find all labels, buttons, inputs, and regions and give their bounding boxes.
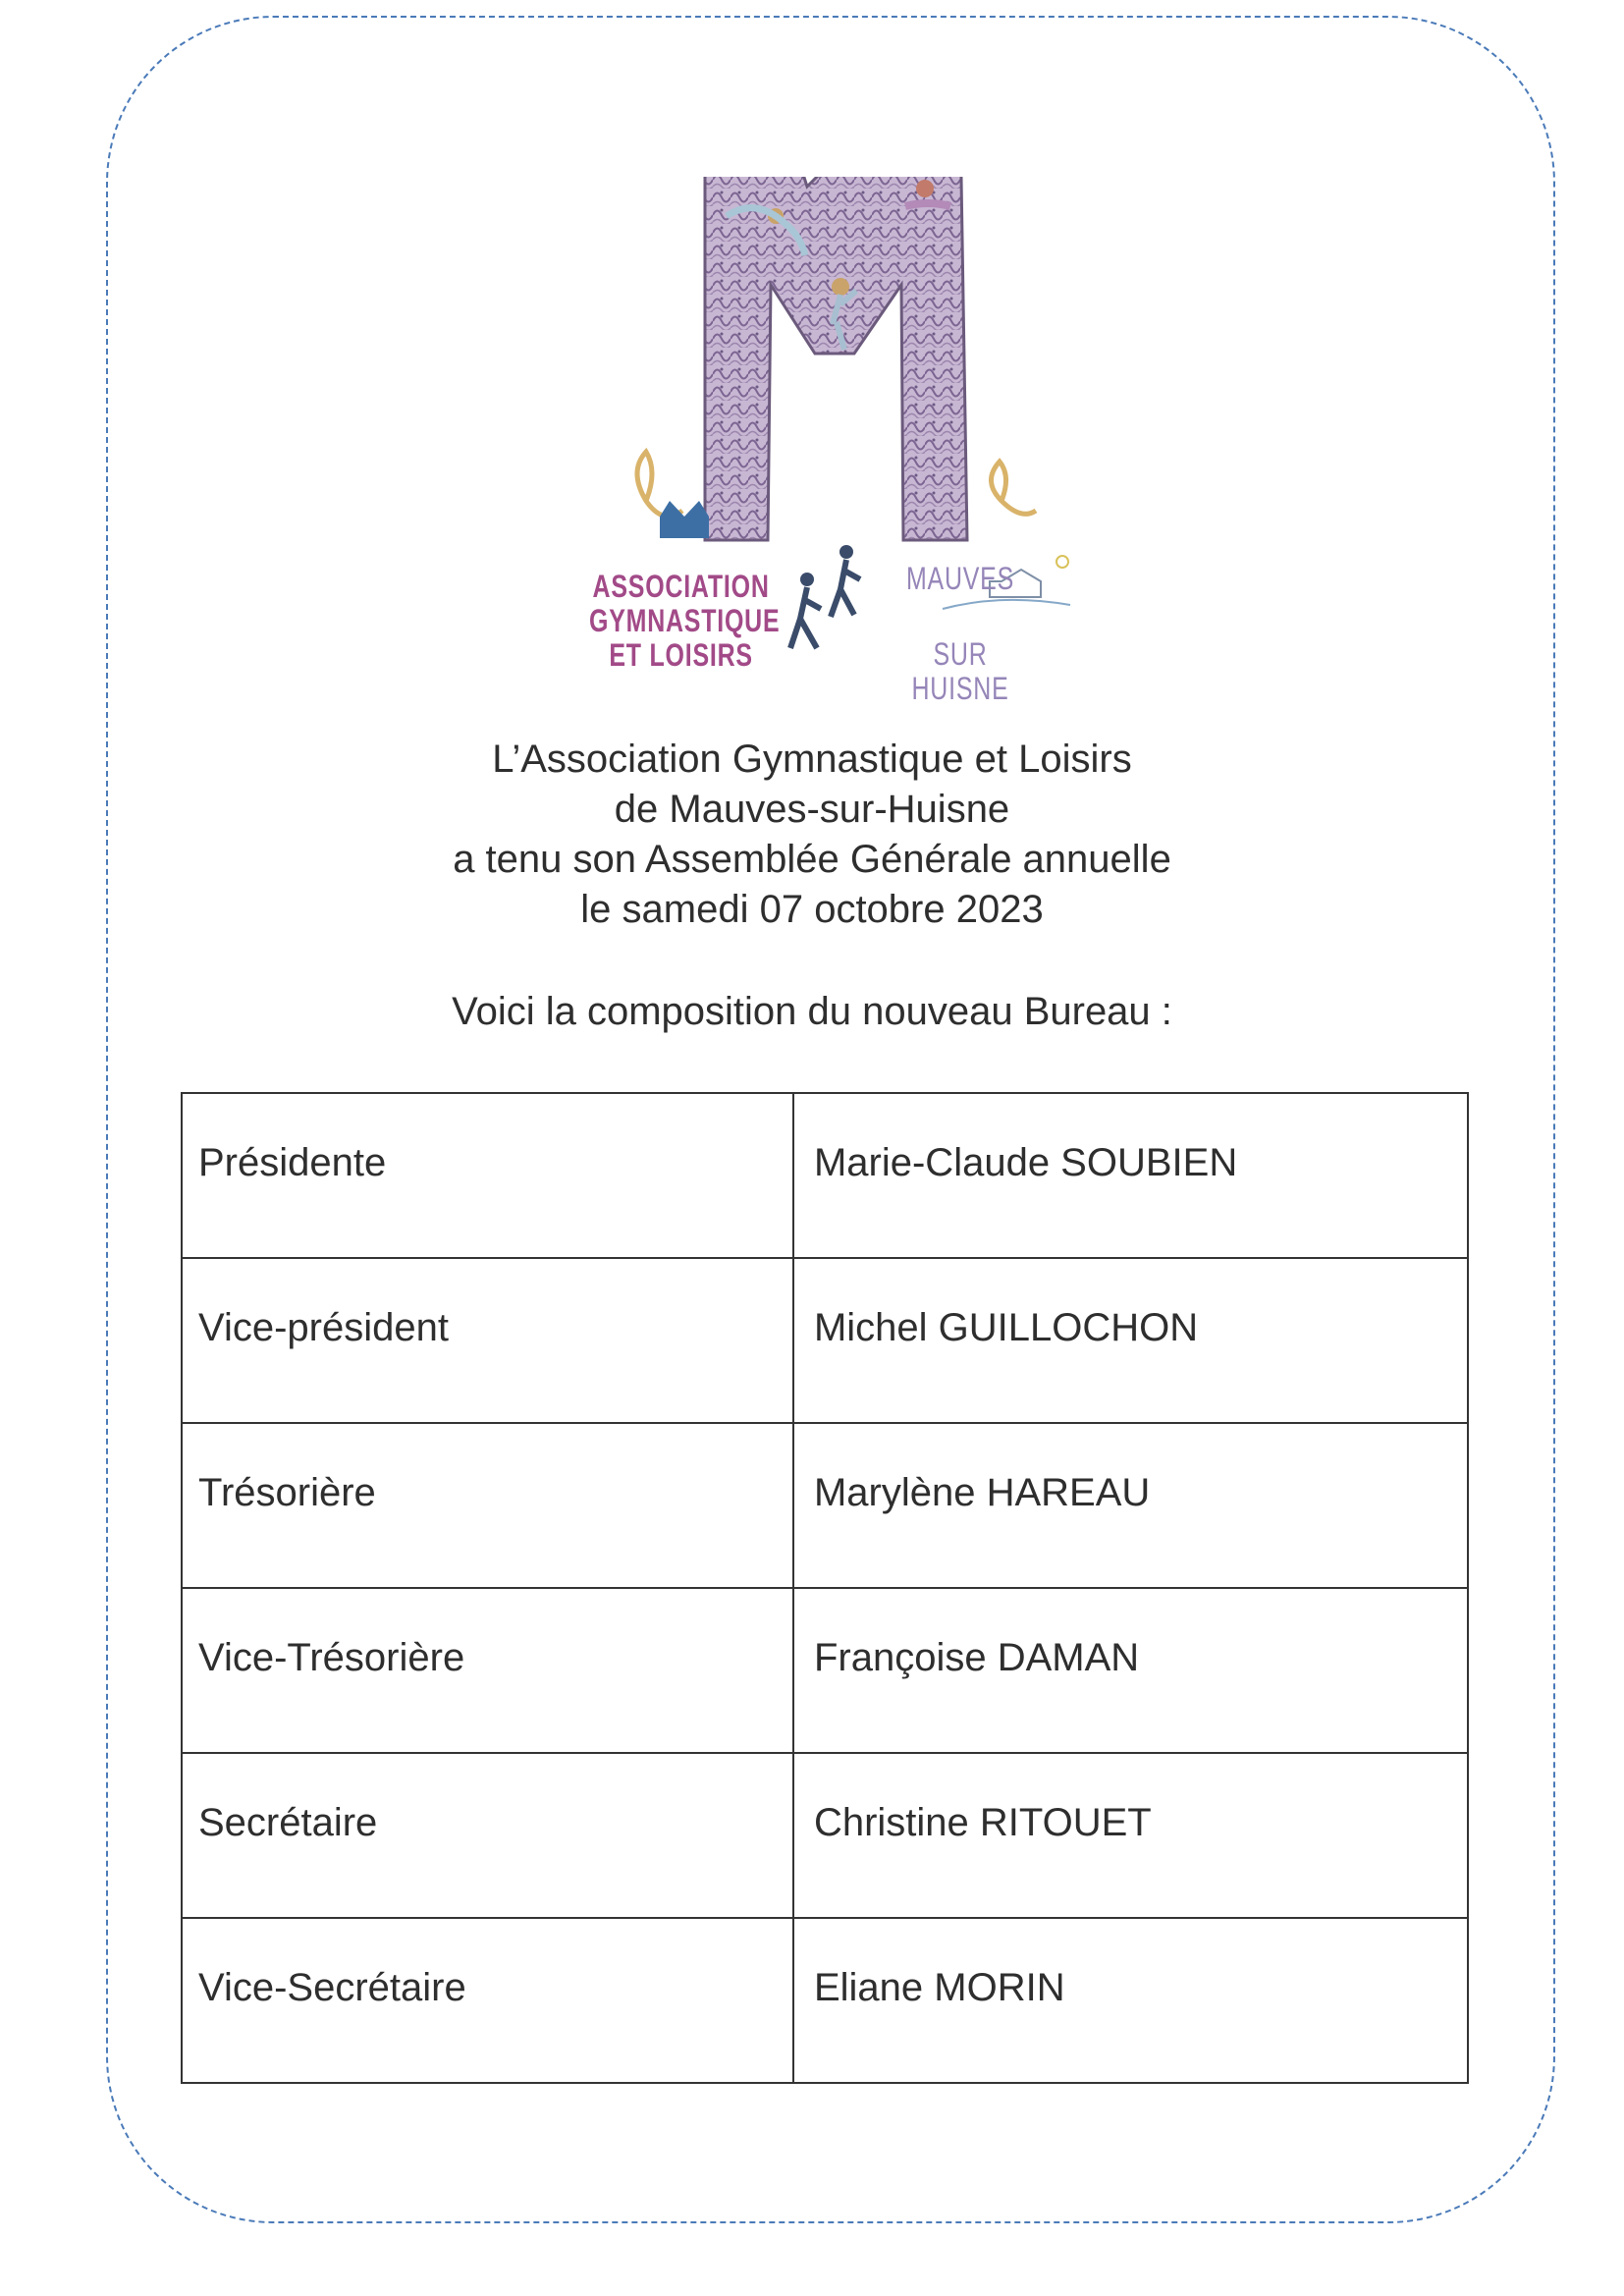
name-cell: Michel GUILLOCHON [793, 1258, 1468, 1423]
logo-location [884, 562, 1037, 707]
intro-line: a tenu son Assemblée Générale annuelle [453, 838, 1171, 881]
intro-line: le samedi 07 octobre 2023 [580, 888, 1044, 931]
role-cell: Secrétaire [182, 1753, 793, 1918]
intro-line: de Mauves-sur-Huisne [614, 788, 1010, 831]
name-cell: Françoise DAMAN [793, 1588, 1468, 1753]
role-cell: Présidente [182, 1093, 793, 1258]
composition-label: Voici la composition du nouveau Bureau : [452, 990, 1172, 1033]
table-row [182, 1423, 1468, 1588]
table-row [182, 1258, 1468, 1423]
name-cell: Eliane MORIN [793, 1918, 1468, 2083]
role-cell: Vice-Trésorière [182, 1588, 793, 1753]
logo-line: GYMNASTIQUE [589, 603, 781, 639]
logo-location-bottom: SUR HUISNE [911, 636, 1009, 707]
table-row [182, 1753, 1468, 1918]
name-cell: Christine RITOUET [793, 1753, 1468, 1918]
logo-line: ET LOISIRS [609, 637, 753, 674]
role-cell: Trésorière [182, 1423, 793, 1588]
role-cell: Vice-Secrétaire [182, 1918, 793, 2083]
table-row [182, 1918, 1468, 2083]
intro-text [0, 735, 1624, 935]
bureau-table [181, 1092, 1469, 2084]
logo-association-name [589, 569, 781, 674]
intro-line: L’Association Gymnastique et Loisirs [492, 738, 1132, 781]
logo-location-top: MAUVES [905, 561, 1015, 596]
table-row [182, 1093, 1468, 1258]
name-cell: Marie-Claude SOUBIEN [793, 1093, 1468, 1258]
name-cell: Marylène HAREAU [793, 1423, 1468, 1588]
logo-line: ASSOCIATION [592, 569, 770, 604]
role-cell: Vice-président [182, 1258, 793, 1423]
association-logo [589, 177, 1080, 707]
table-row [182, 1588, 1468, 1753]
